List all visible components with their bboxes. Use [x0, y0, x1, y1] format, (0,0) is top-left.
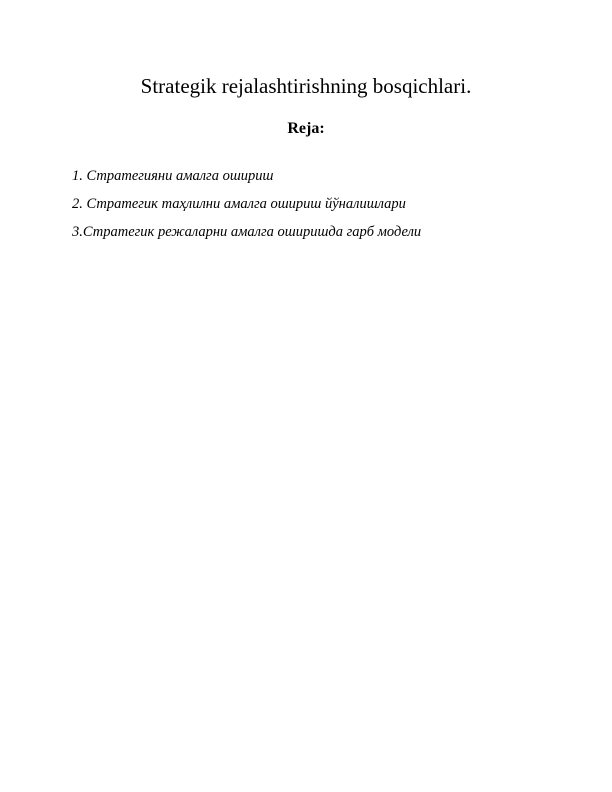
- plan-item: 2. Стратегик таҳлилни амалга ошириш йўналишлари: [72, 196, 406, 212]
- plan-item: 3.Стратегик режаларни амалга оширишда гарб модели: [72, 224, 422, 240]
- plan-heading: Reja:: [287, 120, 325, 137]
- plan-item: 1. Стратегияни амалга ошириш: [72, 168, 274, 184]
- plan-list: [72, 162, 421, 246]
- document-title: Strategik rejalashtirishning bosqichlari.: [140, 74, 472, 98]
